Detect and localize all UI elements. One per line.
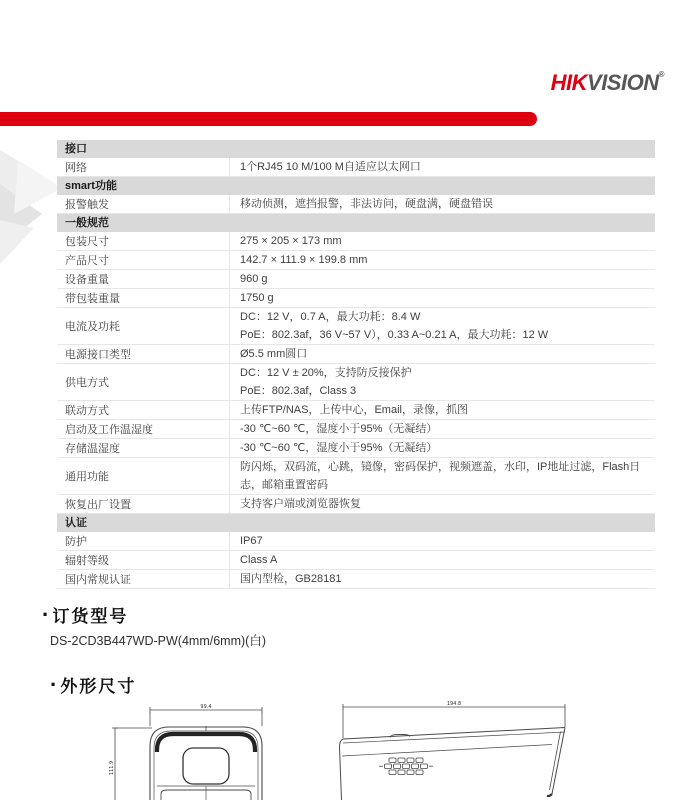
table-row [57,289,655,308]
value-line: 1个RJ45 10 M/100 M自适应以太网口 [240,161,421,173]
row-value [230,458,655,494]
row-value [230,401,655,419]
red-accent-bar [0,112,537,126]
value-line: 1750 g [240,292,274,304]
side-view-drawing [335,698,575,800]
value-line: PoE：802.3af，36 V~57 V），0.33 A~0.21 A，最大功耗：12 W [240,329,549,341]
row-value [230,495,655,513]
row-label: 电流及功耗 [57,308,230,344]
order-model-title: 订货型号 [52,607,129,626]
row-label: 带包装重量 [57,289,230,307]
table-row [57,439,655,458]
row-label: 国内常规认证 [57,570,230,588]
row-value [230,532,655,550]
row-value [230,195,655,213]
dimensions-title: 外形尺寸 [60,677,137,696]
front-height-dim-label: 111.9 [109,760,115,776]
table-row [57,551,655,570]
row-label: 恢复出厂设置 [57,495,230,513]
row-value [230,251,655,269]
value-line: 支持客户端或浏览器恢复 [240,498,361,510]
table-row [57,251,655,270]
section-header-smart: smart功能 [57,177,655,195]
table-row [57,570,655,589]
row-label: 存储温湿度 [57,439,230,457]
order-model-number: DS-2CD3B447WD-PW(4mm/6mm)(白) [50,634,266,648]
value-line: DC：12 V，0.7 A，最大功耗：8.4 W [240,311,421,323]
value-line: 上传FTP/NAS，上传中心，Email，录像，抓图 [240,404,468,416]
bullet-icon: · [50,671,58,697]
value-line: 960 g [240,273,268,285]
row-value [230,420,655,438]
table-row [57,401,655,420]
table-row [57,495,655,514]
row-label: 报警触发 [57,195,230,213]
row-value [230,439,655,457]
section-header-general: 一般规范 [57,214,655,232]
spec-table [57,140,655,589]
row-label: 供电方式 [57,364,230,400]
row-label: 联动方式 [57,401,230,419]
table-row [57,195,655,214]
side-length-dim-label: 194.8 [446,701,462,707]
row-value [230,289,655,307]
table-row [57,232,655,251]
logo-vision-text: VISION [587,70,659,95]
row-label: 通用功能 [57,458,230,494]
value-line: 142.7 × 111.9 × 199.8 mm [240,254,368,266]
value-line: -30 ℃~60 ℃，湿度小于95%（无凝结） [240,442,438,454]
row-label: 启动及工作温湿度 [57,420,230,438]
value-line: 275 × 205 × 173 mm [240,235,342,247]
order-model-heading [42,602,128,627]
row-value [230,570,655,588]
value-line: 移动侦测，遮挡报警，非法访问，硬盘满，硬盘错误 [240,198,493,210]
table-row [57,532,655,551]
hikvision-logo [551,70,664,96]
value-line: IP67 [240,535,263,547]
row-value [230,270,655,288]
table-row [57,345,655,364]
row-label: 包装尺寸 [57,232,230,250]
value-line: Ø5.5 mm圆口 [240,348,308,360]
row-label: 设备重量 [57,270,230,288]
value-line: DC：12 V ± 20%，支持防反接保护 [240,367,412,379]
table-row [57,420,655,439]
row-label: 网络 [57,158,230,176]
value-line: 防闪烁，双码流，心跳，镜像，密码保护，视频遮盖，水印，IP地址过滤，Flash日志，邮箱重置密码 [240,461,641,491]
row-value [230,158,655,176]
value-line: PoE：802.3af，Class 3 [240,385,357,397]
row-label: 产品尺寸 [57,251,230,269]
bullet-icon: · [42,601,50,627]
registered-mark: ® [658,70,664,79]
row-label: 辐射等级 [57,551,230,569]
dimensions-heading [50,672,136,697]
value-line: Class A [240,554,278,566]
row-value [230,364,655,400]
table-row [57,158,655,177]
table-row [57,364,655,401]
value-line: -30 ℃~60 ℃，湿度小于95%（无凝结） [240,423,438,435]
logo-hik-text: HIK [550,70,588,95]
row-label: 电源接口类型 [57,345,230,363]
table-row [57,308,655,345]
row-value [230,308,655,344]
value-line: 国内型检，GB28181 [240,573,342,585]
section-header-certification: 认证 [57,514,655,532]
row-label: 防护 [57,532,230,550]
row-value [230,232,655,250]
front-view-drawing [105,698,275,800]
row-value [230,551,655,569]
table-row [57,270,655,289]
row-value [230,345,655,363]
front-width-dim-label: 99.4 [200,704,212,710]
section-header-interface: 接口 [57,140,655,158]
table-row [57,458,655,495]
